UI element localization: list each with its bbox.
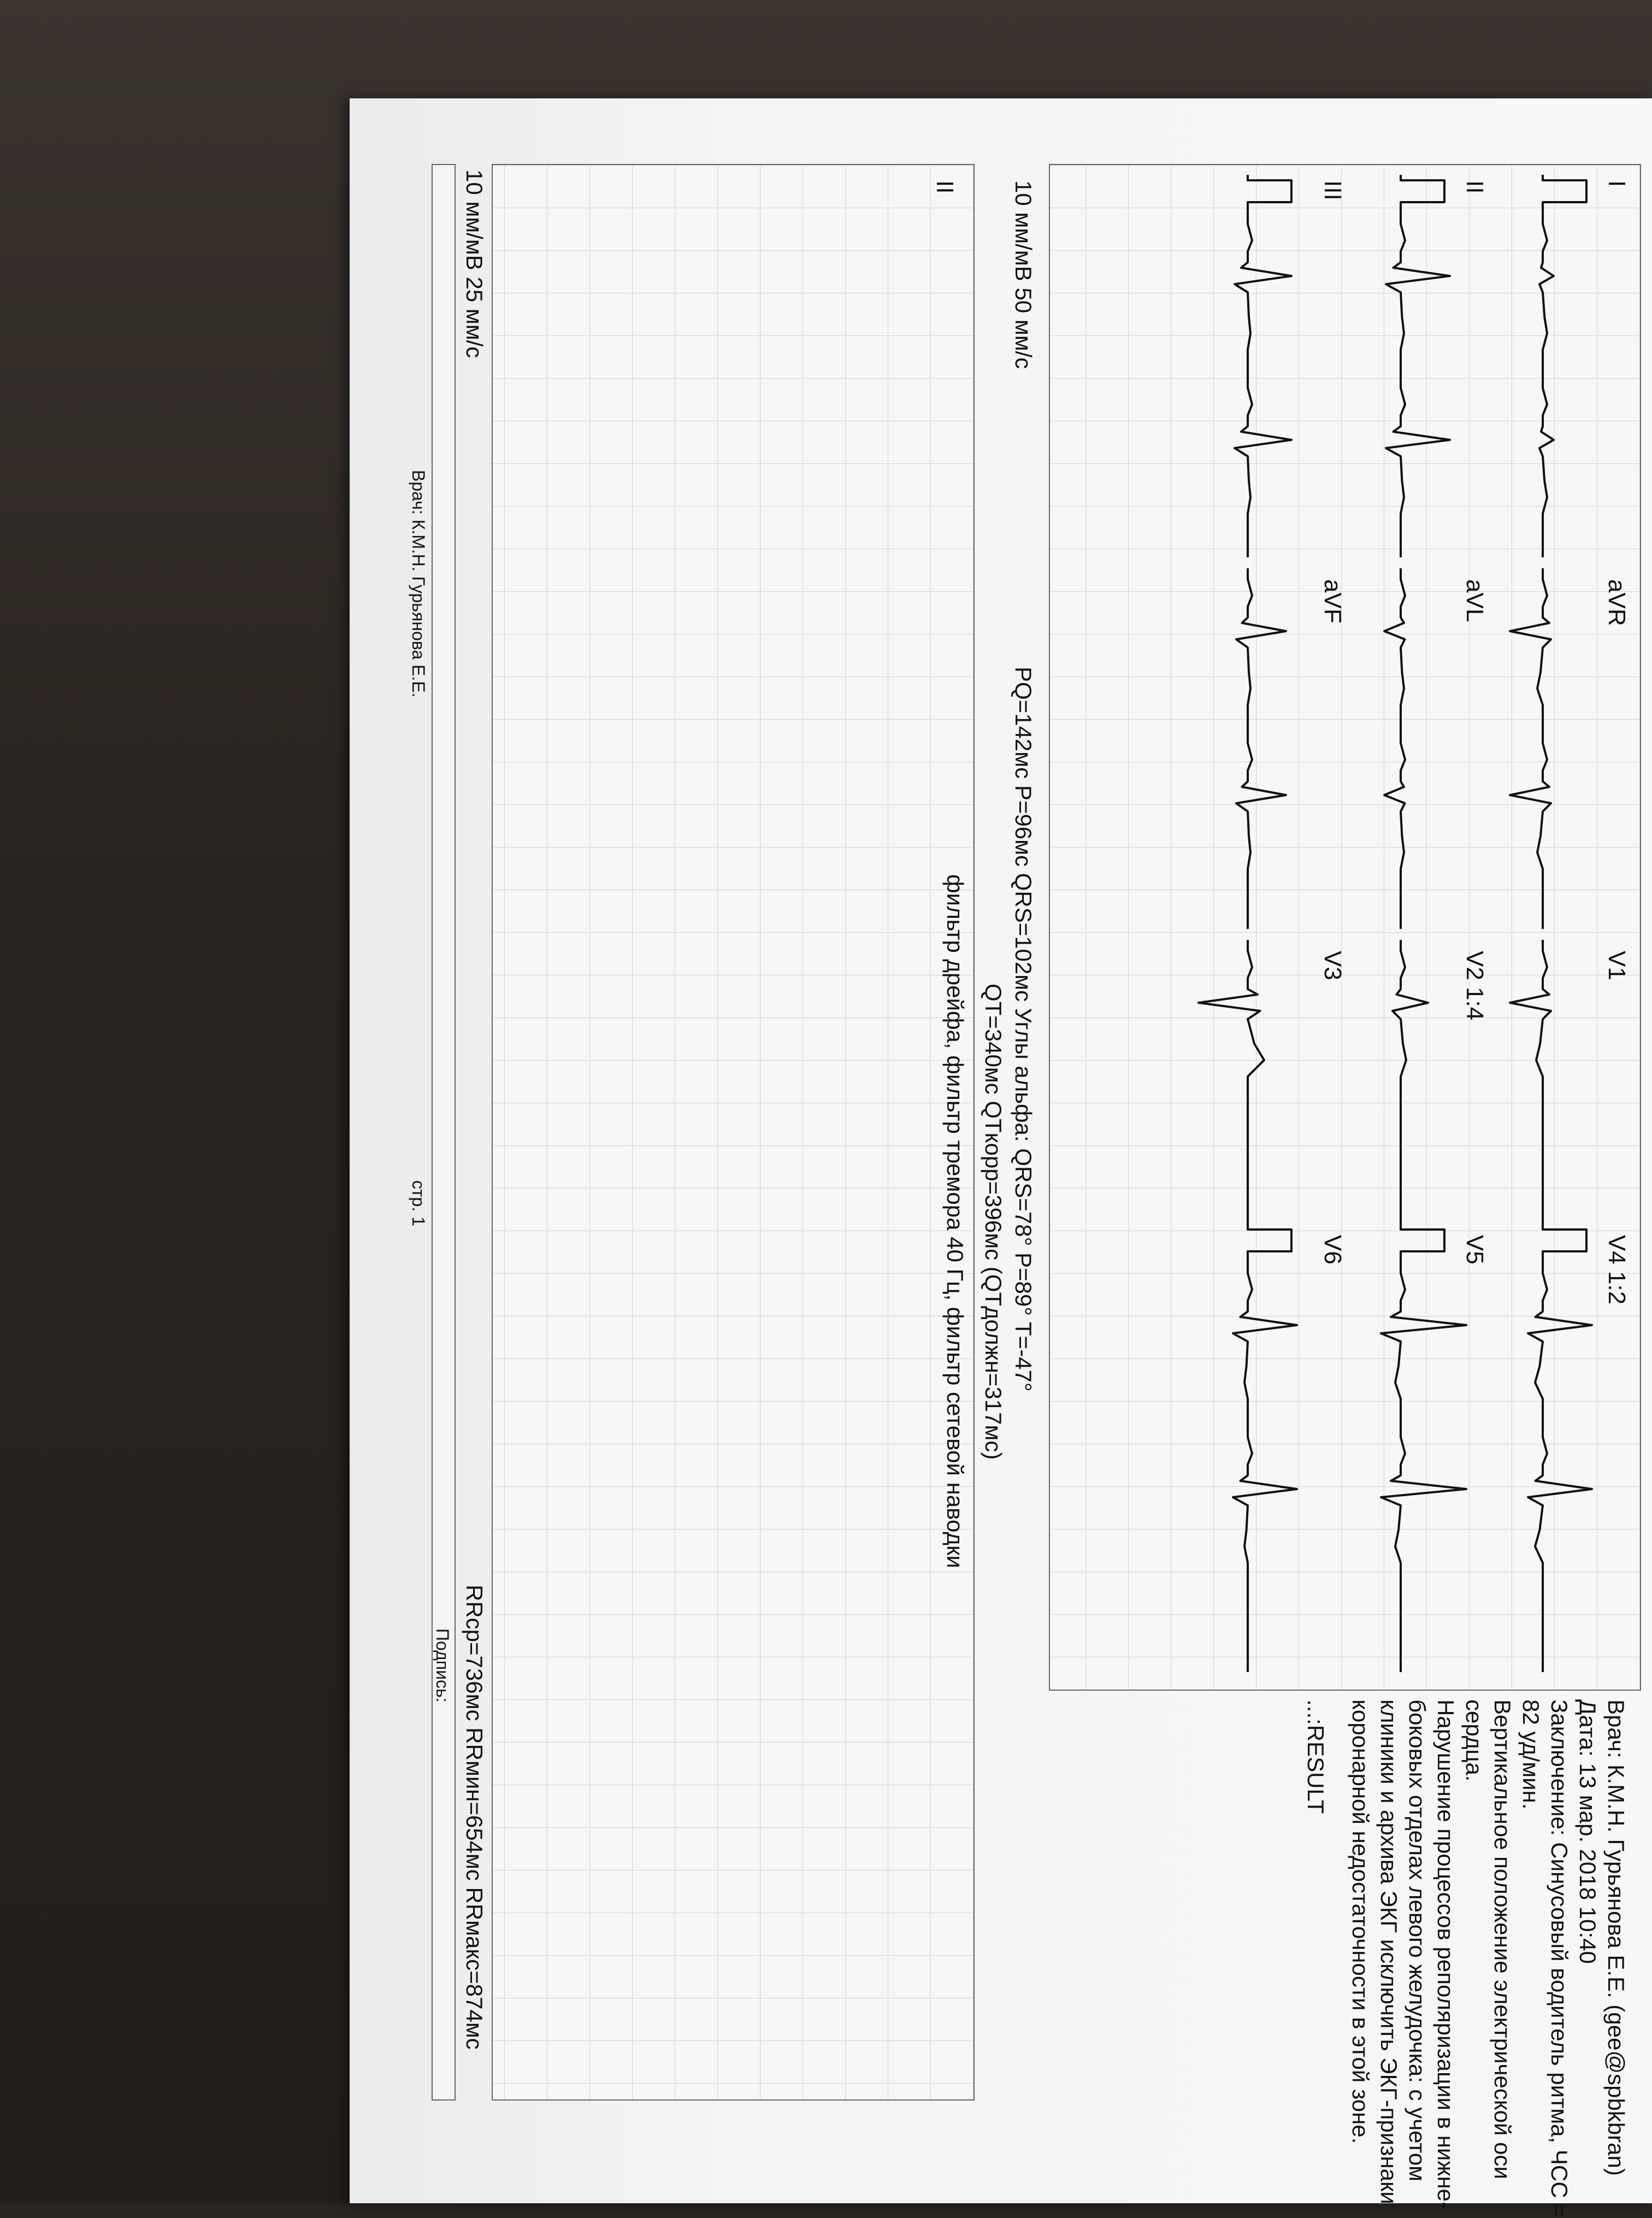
conclusion-line-4: сердца. — [1461, 1699, 1487, 1782]
ecg-trace-V5 — [1381, 1224, 1466, 1672]
lead-label-aVL: aVL — [1461, 579, 1488, 622]
ecg-trace-aVL — [1384, 568, 1405, 929]
conclusion-line-1: Заключение: Синусовый водитель ритма, ЧСС = — [1547, 1699, 1572, 2218]
conclusion-line-5: Нарушение процессов реполяризации в нижне- — [1433, 1699, 1459, 2210]
rhythm-strip-grid — [492, 164, 975, 2101]
conclusion-line-8: коронарной недостаточности в этой зоне. — [1348, 1699, 1373, 2144]
date-line: Дата: 13 мар. 2018 10:40 — [1575, 1699, 1601, 1964]
lead-label-V2: V2 1:4 — [1461, 951, 1488, 1021]
ecg-trace-I — [1539, 175, 1586, 557]
lead-label-V4: V4 1:2 — [1603, 1235, 1630, 1305]
lead-label-II: II — [1461, 180, 1488, 194]
ecg-trace-V3 — [1199, 940, 1264, 1224]
ecg-trace-II — [1386, 175, 1450, 557]
rhythm-lead-label: II — [931, 180, 958, 194]
footer-doctor: Врач: К.М.Н. Гурьянова Е.Е. — [409, 470, 428, 698]
ecg-trace-V1 — [1510, 940, 1551, 1224]
rhythm-scale: 10 мм/мВ 25 мм/с — [462, 169, 487, 358]
ecg-trace-V6 — [1233, 1224, 1297, 1672]
lead-label-V5: V5 — [1461, 1235, 1488, 1264]
footer-bar — [432, 164, 456, 2101]
lead-label-III: III — [1319, 180, 1346, 201]
ecg-trace-III — [1235, 175, 1291, 557]
lead-label-V1: V1 — [1603, 951, 1630, 980]
page-number: стр. 1 — [409, 1180, 428, 1227]
rr-intervals: RRср=736мс RRмин=654мс RRмакс=874мс — [462, 1585, 487, 2050]
lead-label-aVF: aVF — [1319, 579, 1346, 623]
result-label: ...:RESULT — [1303, 1699, 1329, 1814]
ecg-trace-V2 — [1393, 940, 1428, 1224]
signature-label: Подпись: — [433, 1628, 452, 1703]
ecg-trace-aVF — [1236, 568, 1286, 929]
conclusion-line-6: боковых отделах левого желудочка: с учетом — [1405, 1699, 1430, 2182]
filters-label: фильтр дрейфа, фильтр тремора 40 Гц, фильтр сетевой наводки — [942, 874, 968, 1568]
doctor-line: Врач: К.М.Н. Гурьянова Е.Е. (gee@spbkbran) — [1603, 1699, 1629, 2176]
measurements-line-2: QT=340мс QTкорр=396мс (QTдолжн=317мс) — [981, 984, 1006, 1460]
lead-label-V6: V6 — [1319, 1235, 1346, 1264]
conclusion-line-7: клиники и архива ЭКГ исключить ЭКГ-признаки — [1376, 1699, 1402, 2204]
measurements-line-1: PQ=142мс P=96мс QRS=102мс Углы альфа: QRS=78° P=89° T=-47° — [1011, 667, 1036, 1392]
conclusion-line-3: Вертикальное положение электрической оси — [1490, 1699, 1515, 2179]
ecg-trace-V4 — [1528, 1224, 1592, 1672]
ecg-page — [350, 98, 1652, 2218]
ecg-trace-aVR — [1510, 568, 1551, 929]
lead-label-I: I — [1603, 180, 1630, 187]
lead-label-V3: V3 — [1319, 951, 1346, 980]
lead-label-aVR: aVR — [1603, 579, 1630, 626]
conclusion-line-2: 82 уд/мин. — [1518, 1699, 1544, 1810]
scale-top: 10 мм/мВ 50 мм/с — [1011, 180, 1036, 369]
